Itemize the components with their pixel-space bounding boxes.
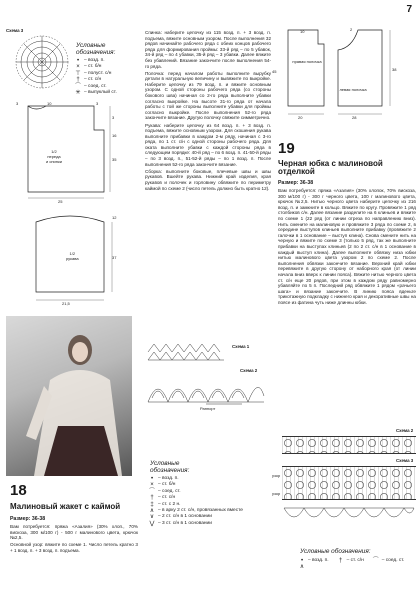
model-photo xyxy=(6,316,132,476)
legend-item: • – возд. п. xyxy=(72,58,117,64)
section19-text xyxy=(278,188,416,307)
dim-label: 20 xyxy=(298,115,303,120)
dim-label: 2 xyxy=(350,27,353,32)
legend-item: ⌒ – соед. ст. xyxy=(72,84,117,90)
slip-stitch-symbol-icon: ⌒ xyxy=(74,83,81,90)
legend-item: • – возд. п. xyxy=(146,476,274,482)
chart1 xyxy=(146,340,226,362)
dim-label: 10 xyxy=(300,29,305,34)
legend-item: ∨ – 2 ст. с/н в 1 основании xyxy=(146,514,274,520)
legend-item: ⌒ – соед. ст. xyxy=(146,489,274,495)
half-double-symbol-icon: ⊤ xyxy=(75,70,81,77)
legend-item: † – ст. с/н xyxy=(146,495,274,501)
uzor-label: узор xyxy=(272,491,281,496)
section19-number: 19 xyxy=(278,140,295,157)
dim-label: 21,5 xyxy=(62,301,70,306)
dim-label: 3 xyxy=(112,115,115,120)
uzor-label: узор xyxy=(272,473,281,478)
chart2-label: Схема 2 xyxy=(240,368,258,373)
dim-label: 16 xyxy=(112,133,117,138)
dim-label: 45 xyxy=(272,69,277,74)
section18-pattern: Основной узор: вяжите по схеме 1. Число петель кратно 3 + 1 возд. п. + 3 возд. п. подъема. xyxy=(10,542,138,553)
increase-3-symbol-icon: ⋁ xyxy=(149,520,155,527)
middle-text-column xyxy=(145,30,271,193)
schematic-sleeve-label: 1/2 рукава xyxy=(66,251,79,261)
decrease-symbol-icon: ∧ xyxy=(149,508,155,515)
scheme3-legend-title: Условные обозначения: xyxy=(76,42,116,56)
scheme3-motif xyxy=(14,34,70,90)
page-number: 7 xyxy=(406,4,412,15)
section18-title: Малиновый жакет с каймой xyxy=(10,502,121,511)
single-crochet-symbol-icon: × xyxy=(76,64,80,71)
increase-2-symbol-icon: ∨ xyxy=(149,514,155,521)
legend-item: ⋁ – 3 ст. с/н в 1 основании xyxy=(146,521,274,527)
dim-label: 37 xyxy=(112,255,117,260)
legend-item: ⌒ – соед. ст. xyxy=(370,558,405,564)
legend-item: ✳ – выпуклый ст. xyxy=(72,90,117,96)
section19-size: Размер: 36-38 xyxy=(278,180,314,186)
legend-item: • – возд. п. xyxy=(296,558,329,564)
legend-item xyxy=(296,564,308,570)
scheme-right3-chart xyxy=(282,466,416,500)
scheme-right2-chart xyxy=(282,436,416,454)
double-crochet-symbol-icon: † xyxy=(150,495,154,502)
chain-symbol-icon: • xyxy=(150,476,154,482)
section18-size: Размер: 36-38 xyxy=(10,516,46,522)
front-instructions: Полочка: перед началом работы выполните вырубку детали в натуральную величину и вывяжите по выкройке. Наберите цепочку из 79 возд. п. и вяжите основным узором. С одной стороны рабочего ряда (со стороны бокового шва) начиная со 2-го ряда выполните убавки согласно выкройке. На высоте 31-го ряда от начала работы с той же стороны выполните убавки для проймы согласно выкройке. После выполнения 52-го ряда закончите вязание. Другую полочку свяжите симметрично. xyxy=(145,70,271,121)
section18-materials: Вам потребуется: пряжа «Азалия» (30% хлоп., 70% вискоза, 300 м/100 г) - 500 г малинового цвета, крючок №2,5. xyxy=(10,524,138,541)
schematic-back-front xyxy=(6,100,134,208)
section18-text xyxy=(10,524,138,555)
skirt-label-left: левая полочка xyxy=(339,87,367,92)
section19-title: Черная юбка с малиновой отделкой xyxy=(278,159,383,177)
assembly-instructions: Сборка: выполните боковые, плечевые швы и швы рукавов. Вшейте рукава. Нижний край изделия, края рукавов и полочек и горловину обвяжите по периметру каймой по схеме 2 (число петель должно быть кратно 12). xyxy=(145,168,271,191)
double-crochet-symbol-icon: † xyxy=(76,77,80,84)
chart1-label: Схема 1 xyxy=(232,344,250,349)
scheme-right2-label: Схема 2 xyxy=(396,428,414,433)
scheme-right3-fan-row xyxy=(282,504,416,528)
legend-bottom-title: Условные обозначения: xyxy=(150,460,190,474)
sleeve-instructions: Рукава: наберите цепочку из 64 возд. п. + 3 возд. п. подъема, вяжите основным узором. Для скошения рукава выполните прибавки в каждом 2-м ряду, начиная с 3-го ряда, по 1 ст. с/н с одной стороны рабочего ряда. Для оката выполните убавки с каждой стороны ряда в следующем порядке: 40-й ряд – по 6 возд. п. 41-50-й ряды – по 3 возд. п., 51-52-й ряды – по 1 возд. п. После выполнения 52-го ряда закончите вязание. xyxy=(145,122,271,167)
legend-item: × – ст. б/н xyxy=(146,482,274,488)
dim-label: 10 xyxy=(47,101,52,106)
chain-symbol-icon: • xyxy=(76,58,80,64)
dim-label: 25 xyxy=(58,199,63,204)
rapport-label: Раппорт xyxy=(200,406,216,411)
scheme-right3-label: Схема 3 xyxy=(396,458,414,463)
slip-stitch-symbol-icon: ⌒ xyxy=(372,558,379,564)
legend-item: ∧ – в арку 2 ст. с/н, провязанных вместе xyxy=(146,508,274,514)
single-crochet-symbol-icon: × xyxy=(150,482,154,489)
model-silhouette xyxy=(6,316,132,476)
treble-crochet-symbol-icon: ‡ xyxy=(150,501,154,508)
legend-item: † – ст. с/н xyxy=(72,77,117,83)
legend-right xyxy=(296,558,416,571)
raised-stitch-symbol-icon: ✳ xyxy=(75,90,81,97)
legend-item: † – ст. с/н xyxy=(335,558,364,564)
legend-item: × – ст. б/н xyxy=(72,64,117,70)
schematic-back-label: 1/2 переда и спинки xyxy=(46,149,62,164)
legend-right-title: Условные обозначения: xyxy=(300,548,371,555)
slip-stitch-symbol-icon: ⌒ xyxy=(148,488,155,495)
chart2 xyxy=(146,366,266,406)
double-crochet-symbol-icon: † xyxy=(338,558,343,564)
chain-symbol-icon: • xyxy=(300,558,304,564)
section18-number: 18 xyxy=(10,482,27,499)
dim-label: 28 xyxy=(352,115,357,120)
back-instructions: Спинка: наберите цепочку из 115 возд. п. + 3 возд. п. подъема, вяжите основным узором. После выполнения 32 рядов начинайте рабочего ряда с обеих концов рабочего ряда для формирования проймы: 33-й ряд – по 5 убавок, 34-й ряд – по 4 убавки, 35-й ряд – 3 убавки. Далее вяжите без убавлений. Вязание закончите после выполнения 54-го ряда. xyxy=(145,30,271,69)
section19-body: Вам потребуется: пряжа «Азалия» (30% хлопок, 70% вискоза, 300 м/100 г) - 300 г черного цвета, 100 г малинового цвета, крючок №2,5. Нитью черного цвета наберите цепочку из 216 возд. п. и замкните в кольцо. Вяжите по кругу. Провяжите 1 ряд столбиков с/н. Далее вязание разделите на 6 клиньев и вяжите по схеме 1 (22 ряд (от линии отреза по направлению вниз). Нить смените на малиновую и провяжите 3 ряда по схеме 2, в середине выступов клиньев выполните прибавку (провяжите 2 галочки в 1 основание – выступ клина). Снова смените нить на черную и вяжите по схеме 3 (только 5 ряд, так же выполните прибавки на выступах клиньев (2 по 2 ст. с/н в 1 основание в каждый выступ клина). Далее выполните обвязку низа юбки нитью малинового цвета узором 2 по схеме 2. После выполнения обвязки закончите вязание. Верхний край юбки перевяжите в другую сторону от наборного края (от линии начала вниз вверх к линии пояса). Вяжите нитью черного цвета ст. с/н еще 20 рядов, при этом в каждом ряду равномерно убавляйте по 5 п. Последний ряд обвяжите 1 рядом «рачьего шага» и вязание закончите. В линию пояса вденьте трикотажную подкладку с нижнего края и декоративные швы на поясе из фатина чуть ниже длинны юбки. xyxy=(278,188,416,305)
dim-label: 12 xyxy=(112,215,117,220)
dim-label: 3 xyxy=(16,101,19,106)
legend-item: ⊤ – полуст. с/н xyxy=(72,71,117,77)
decrease-symbol-icon: ∧ xyxy=(299,564,305,571)
dim-label: 3 xyxy=(96,101,99,106)
legend-bottom xyxy=(146,476,274,527)
dim-label: 38 xyxy=(392,67,397,72)
schematic-sleeve xyxy=(6,212,134,312)
dim-label: 35 xyxy=(112,157,117,162)
skirt-label-right: правая полочка xyxy=(292,59,322,64)
scheme3-label: Схема 3 xyxy=(6,28,24,33)
scheme3-legend xyxy=(72,58,117,96)
legend-item: ‡ – ст. с 2 н. xyxy=(146,502,274,508)
